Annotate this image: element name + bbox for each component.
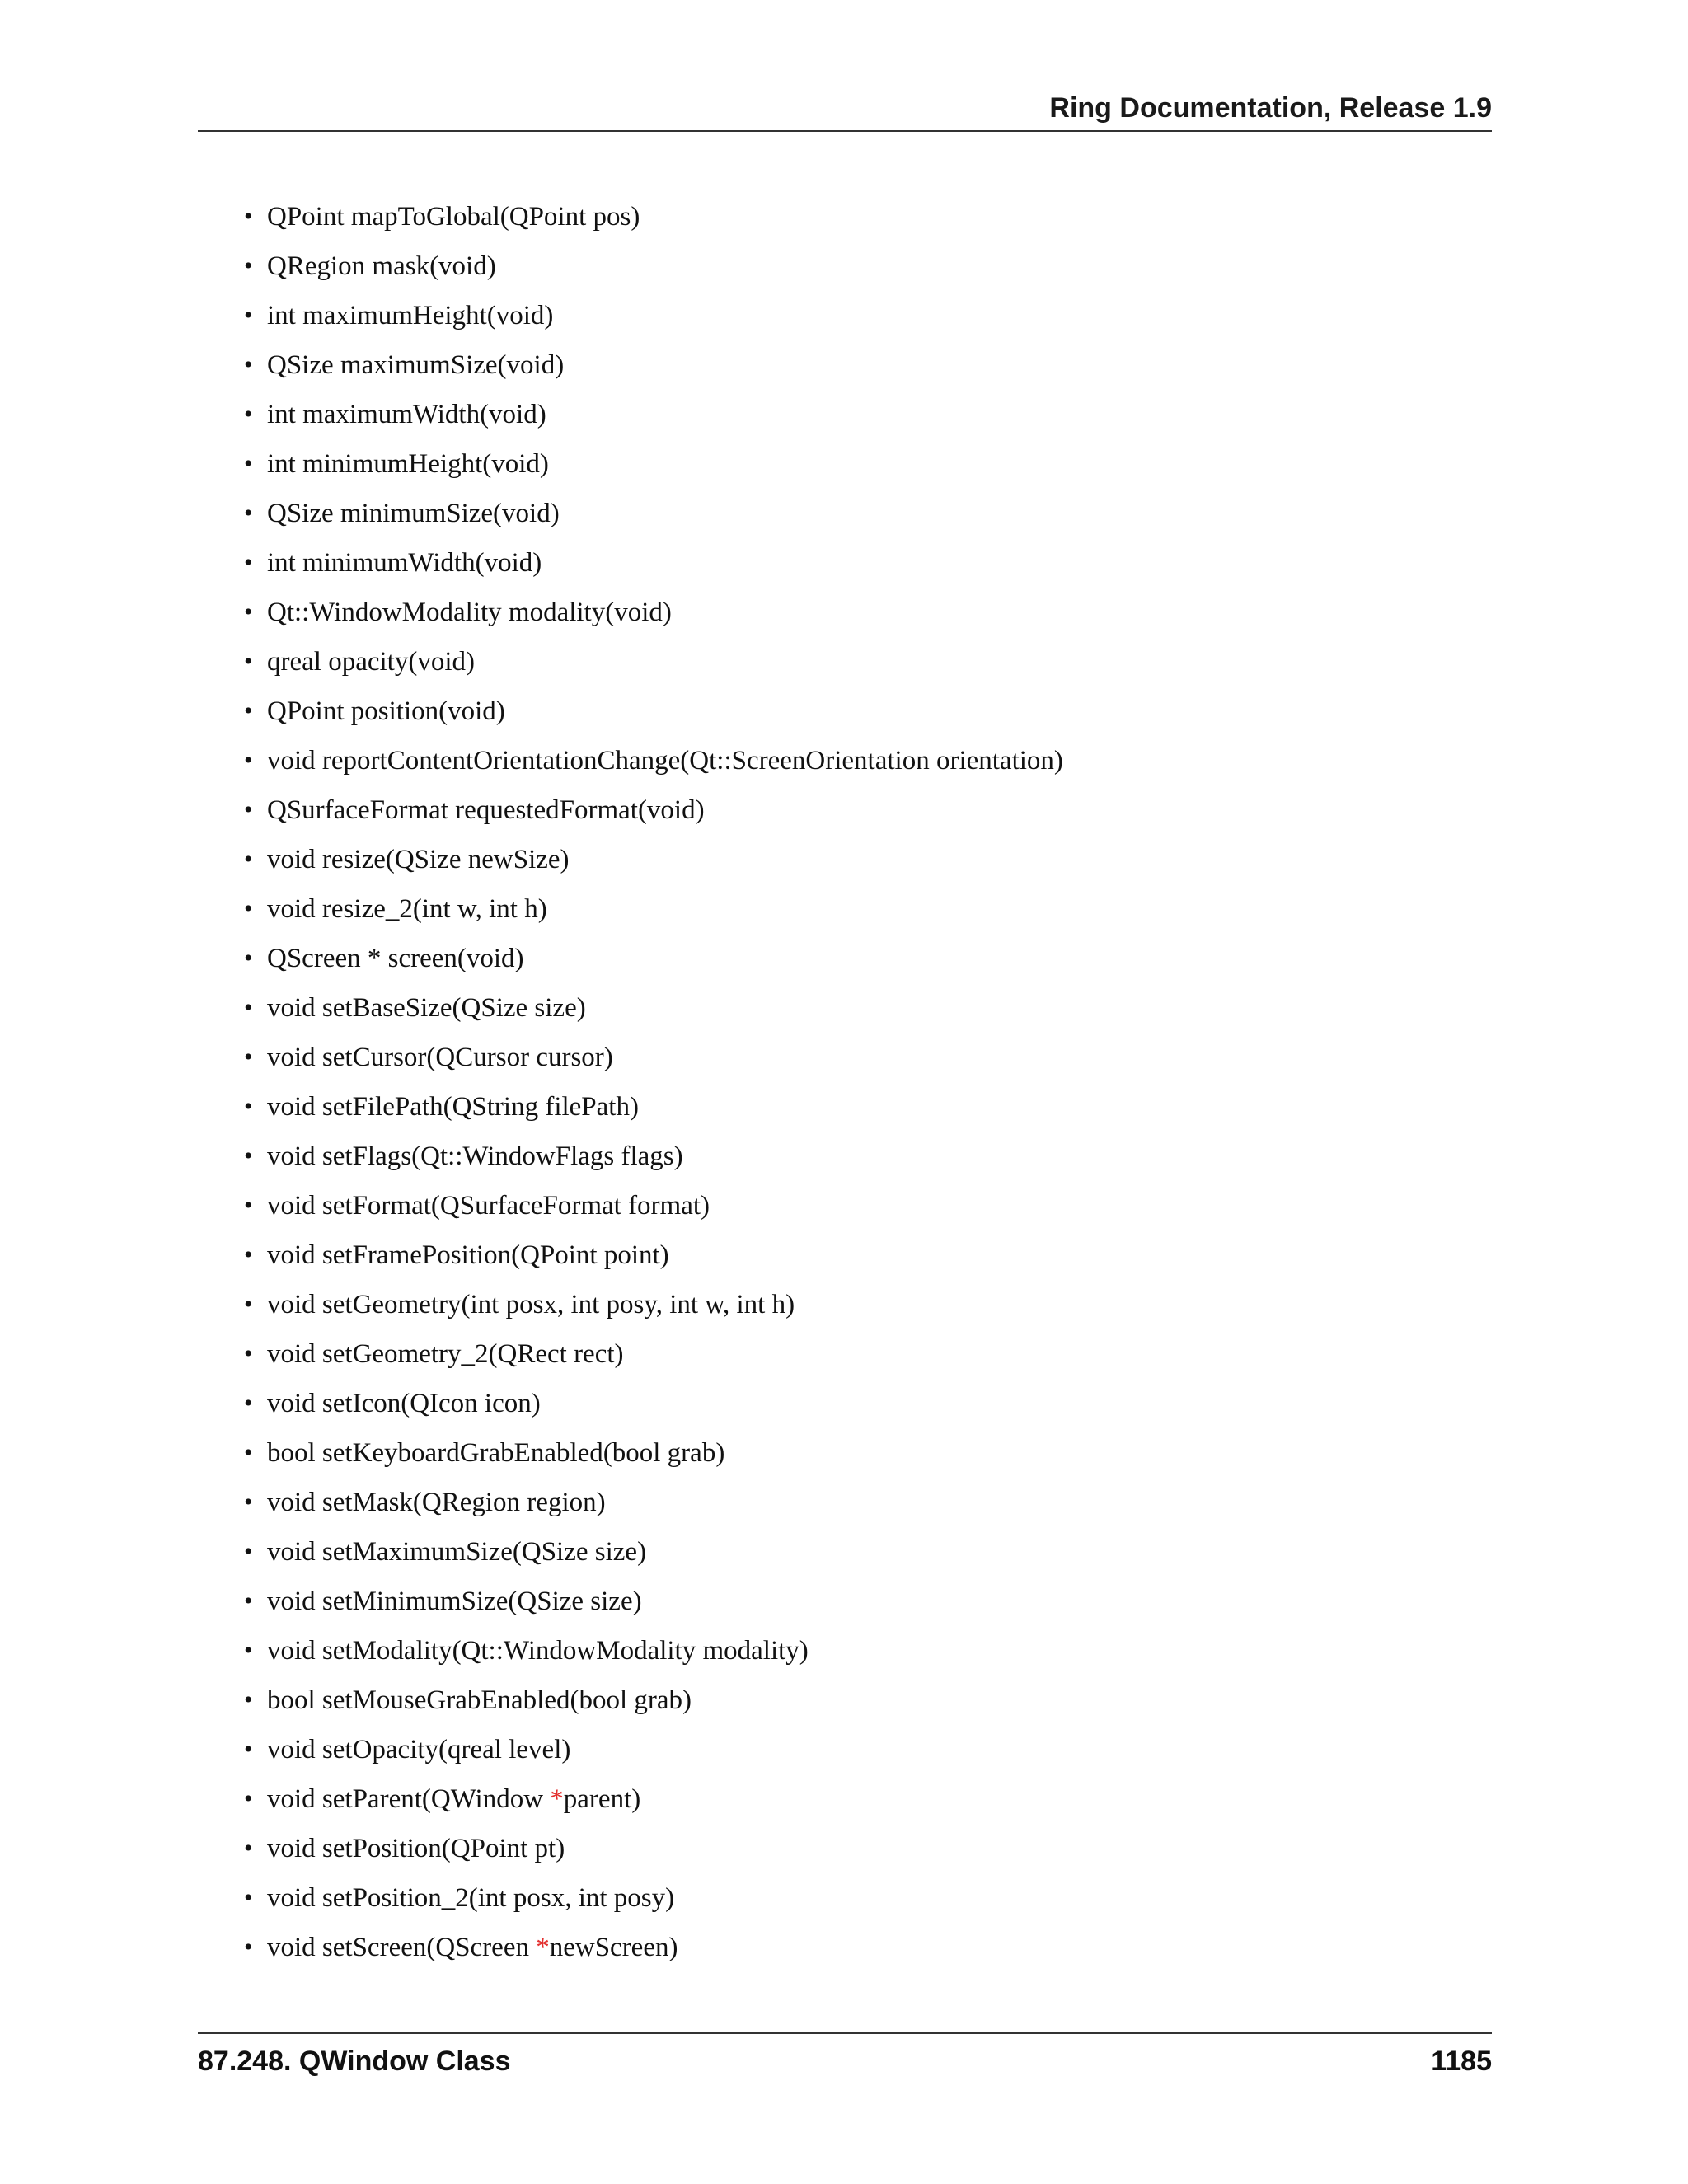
method-signature: void setGeometry_2(QRect rect) — [267, 1339, 624, 1369]
method-signature: void setBaseSize(QSize size) — [267, 993, 586, 1023]
method-signature: void setFlags(Qt::WindowFlags flags) — [267, 1141, 683, 1171]
bullet-icon: • — [244, 598, 253, 626]
bullet-icon: • — [244, 1835, 253, 1862]
bullet-icon: • — [244, 1439, 253, 1466]
method-signature: int minimumWidth(void) — [267, 548, 542, 578]
bullet-icon: • — [244, 1933, 253, 1961]
bullet-icon: • — [244, 1241, 253, 1268]
method-signature: QPoint position(void) — [267, 696, 505, 726]
pointer-asterisk: * — [550, 1784, 564, 1814]
bullet-icon: • — [244, 796, 253, 823]
method-signature: int maximumWidth(void) — [267, 400, 546, 429]
method-signature: int minimumHeight(void) — [267, 449, 549, 479]
method-signature: void setFramePosition(QPoint point) — [267, 1240, 669, 1270]
method-signature: Qt::WindowModality modality(void) — [267, 598, 672, 627]
bullet-icon: • — [244, 994, 253, 1021]
page-header — [198, 89, 1492, 132]
method-signature: void setParent(QWindow *parent) — [267, 1784, 641, 1814]
bullet-icon: • — [244, 351, 253, 378]
bullet-icon: • — [244, 648, 253, 675]
bullet-icon: • — [244, 747, 253, 774]
method-signature: void resize_2(int w, int h) — [267, 894, 547, 924]
bullet-icon: • — [244, 1390, 253, 1417]
bullet-icon: • — [244, 697, 253, 724]
bullet-icon: • — [244, 1884, 253, 1911]
method-signature: void setFormat(QSurfaceFormat format) — [267, 1191, 710, 1221]
bullet-icon: • — [244, 252, 253, 279]
method-signature: int maximumHeight(void) — [267, 301, 554, 330]
method-signature: bool setKeyboardGrabEnabled(bool grab) — [267, 1438, 725, 1468]
bullet-icon: • — [244, 1192, 253, 1219]
bullet-icon: • — [244, 1093, 253, 1120]
method-signature: void setScreen(QScreen *newScreen) — [267, 1933, 678, 1962]
method-signature: QSize minimumSize(void) — [267, 499, 560, 528]
page-number: 1185 — [1431, 2046, 1492, 2077]
page-footer — [198, 2032, 1492, 2083]
method-signature: void setModality(Qt::WindowModality modality) — [267, 1636, 809, 1666]
bullet-icon: • — [244, 846, 253, 873]
method-signature: void setPosition(QPoint pt) — [267, 1834, 565, 1863]
bullet-icon: • — [244, 1291, 253, 1318]
bullet-icon: • — [244, 499, 253, 527]
pointer-asterisk: * — [536, 1933, 550, 1962]
bullet-icon: • — [244, 1587, 253, 1615]
method-signature: bool setMouseGrabEnabled(bool grab) — [267, 1685, 692, 1715]
bullet-icon: • — [244, 1637, 253, 1664]
method-signature: void setMinimumSize(QSize size) — [267, 1586, 642, 1616]
method-signature: QSurfaceFormat requestedFormat(void) — [267, 795, 705, 825]
method-signature: qreal opacity(void) — [267, 647, 475, 677]
method-signature: void setCursor(QCursor cursor) — [267, 1043, 613, 1072]
method-signature: void setFilePath(QString filePath) — [267, 1092, 639, 1122]
bullet-icon: • — [244, 1785, 253, 1812]
method-signature: void setOpacity(qreal level) — [267, 1735, 571, 1765]
bullet-icon: • — [244, 1538, 253, 1565]
bullet-icon: • — [244, 895, 253, 922]
method-signature: QScreen * screen(void) — [267, 944, 524, 973]
bullet-icon: • — [244, 1488, 253, 1516]
method-signature: QPoint mapToGlobal(QPoint pos) — [267, 202, 640, 232]
method-signature: void resize(QSize newSize) — [267, 845, 570, 874]
method-signature: void setMaximumSize(QSize size) — [267, 1537, 647, 1567]
method-signature: void setMask(QRegion region) — [267, 1488, 606, 1517]
bullet-icon: • — [244, 1340, 253, 1367]
bullet-icon: • — [244, 450, 253, 477]
method-signature: void setPosition_2(int posx, int posy) — [267, 1883, 675, 1913]
document-title: Ring Documentation, Release 1.9 — [1049, 92, 1492, 124]
bullet-icon: • — [244, 1043, 253, 1071]
bullet-icon: • — [244, 302, 253, 329]
bullet-icon: • — [244, 203, 253, 230]
bullet-icon: • — [244, 1142, 253, 1169]
method-signature: QRegion mask(void) — [267, 251, 496, 281]
bullet-icon: • — [244, 944, 253, 972]
bullet-icon: • — [244, 549, 253, 576]
bullet-icon: • — [244, 1736, 253, 1763]
bullet-icon: • — [244, 1686, 253, 1713]
method-signature: void setIcon(QIcon icon) — [267, 1389, 541, 1418]
bullet-icon: • — [244, 401, 253, 428]
section-title: 87.248. QWindow Class — [198, 2046, 511, 2077]
method-signature: void setGeometry(int posx, int posy, int w, int h) — [267, 1290, 795, 1319]
method-signature: QSize maximumSize(void) — [267, 350, 565, 380]
method-signature: void reportContentOrientationChange(Qt::ScreenOrientation orientation) — [267, 746, 1063, 776]
